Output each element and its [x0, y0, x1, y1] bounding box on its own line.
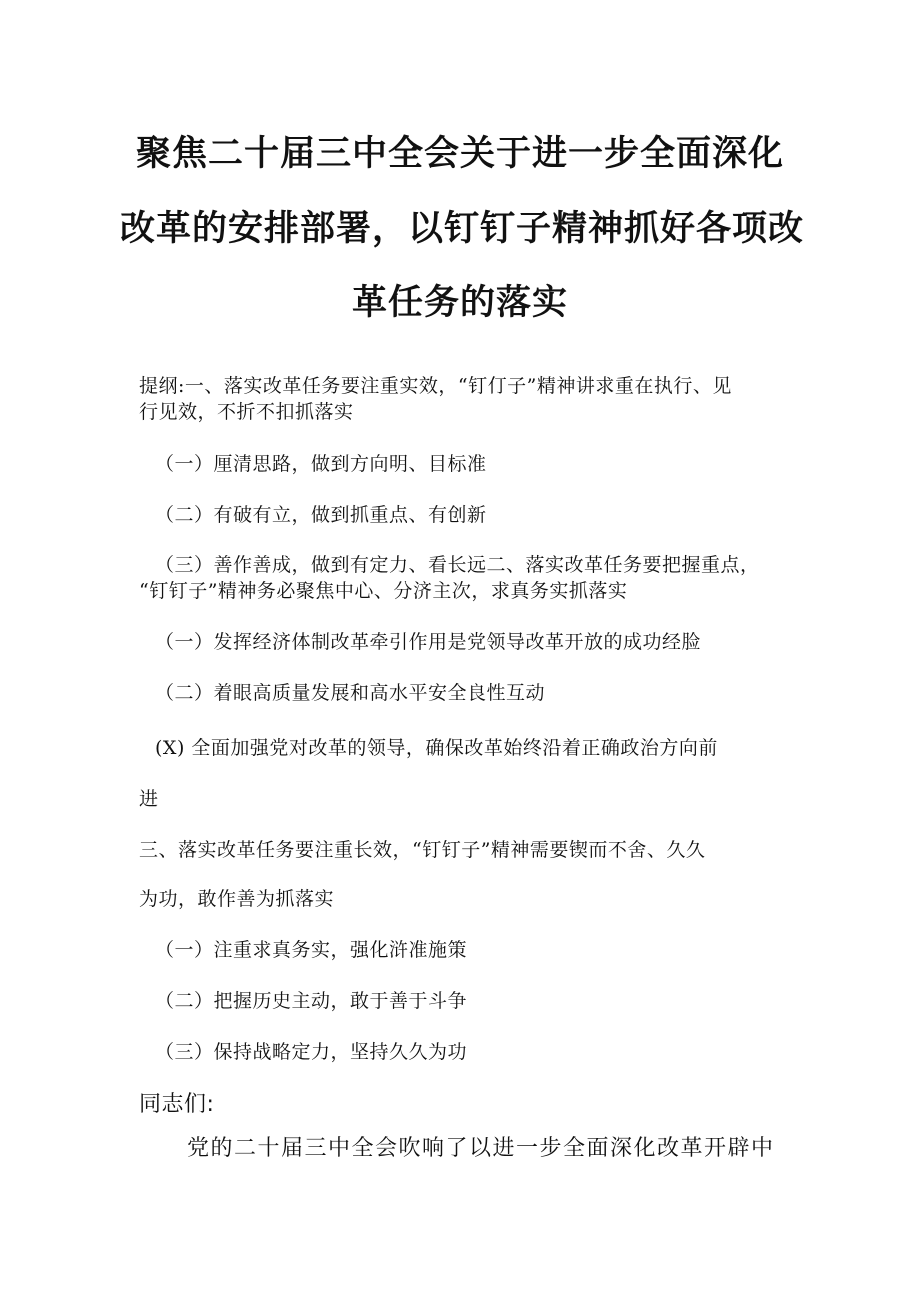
- outline-item-1-3: （三）善作善成，做到有定力、看长远二、落实改革任务要把握重点，: [155, 554, 760, 576]
- outline-item-2-3: (X) 全面加强党对改革的领导，确保改革始终沿着正确政治方向前: [155, 737, 718, 759]
- outline-line-1: 提纲:一、落实改革任务要注重实效，“钉仃子”精神讲求重在执行、见: [139, 375, 732, 397]
- document-title-line-3: 革任务的落实: [351, 283, 568, 323]
- outline-line-6: “钉钉子”精神务必聚焦中心、分济主次，求真务实抓落实: [139, 580, 628, 602]
- salutation: 同志们:: [139, 1092, 215, 1117]
- outline-line-2: 行见效，不折不扣抓落实: [139, 401, 354, 423]
- outline-item-2-1: （一）发挥经济体制改革牵引作用是党领导改革开放的成功经脸: [155, 631, 702, 653]
- document-title-line-2: 改革的安排部署，以钉钉子精神抓好各项改: [120, 209, 805, 249]
- outline-item-1-2: （二）有破有立，做到抓重点、有创新: [155, 504, 487, 526]
- outline-item-3-2: （二）把握历史主动，敢于善于斗争: [155, 990, 468, 1012]
- outline-item-3-1: （一）注重求真务实，强化浒准施策: [155, 939, 468, 961]
- document-title-line-1: 聚焦二十届三中全会关于进一步全面深化: [135, 134, 784, 174]
- outline-item-2-2: （二）着眼高质量发展和高水平安全良性互动: [155, 682, 546, 704]
- outline-line-11: 三、落实改革任务要注重长效，“钉钉子”精神需要锲而不舍、久久: [139, 839, 706, 861]
- outline-item-1-1: （一）厘清思路，做到方向明、目标准: [155, 453, 487, 475]
- body-paragraph-1: 党的二十届三中全会吹响了以进一步全面深化改革开辟中: [187, 1136, 775, 1161]
- outline-item-3-3: （三）保持战略定力，坚持久久为功: [155, 1041, 468, 1063]
- outline-line-12: 为功，敢作善为抓落实: [139, 888, 335, 910]
- outline-line-10: 进: [139, 788, 159, 810]
